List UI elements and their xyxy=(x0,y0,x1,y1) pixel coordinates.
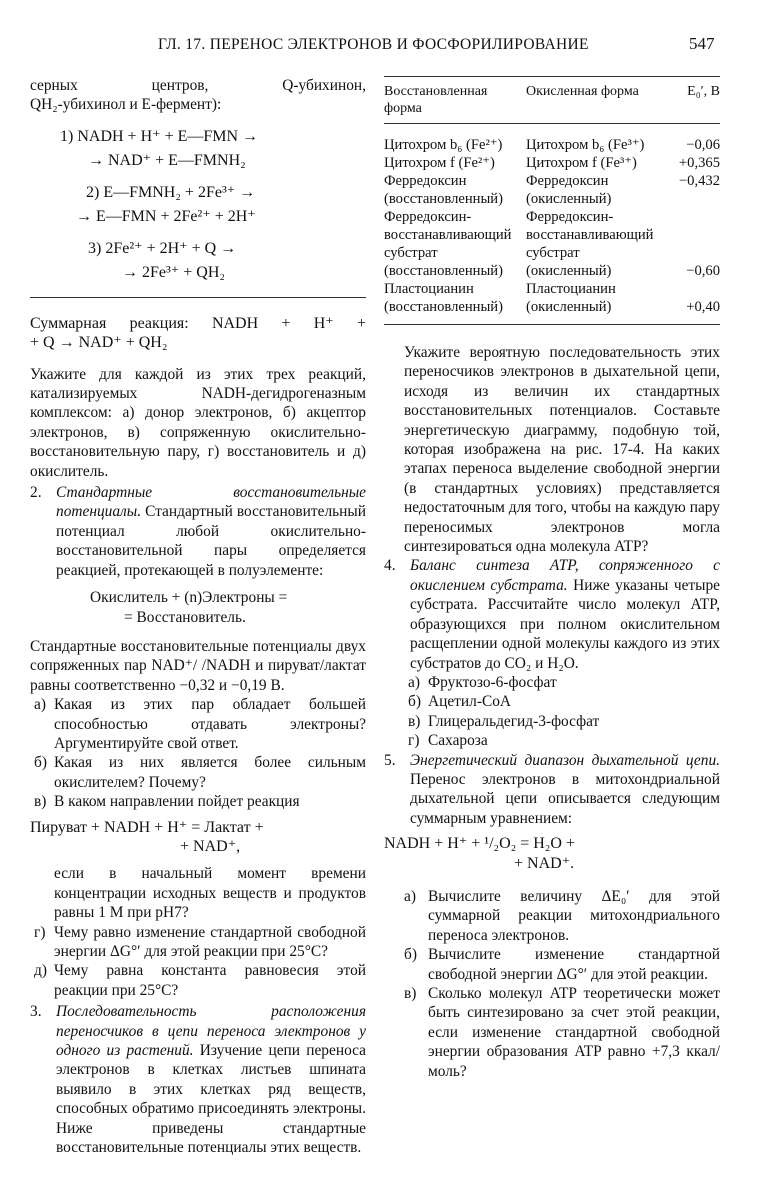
problem-3 xyxy=(30,1002,366,1157)
table-cell-e: −0,60 xyxy=(686,263,720,279)
table-cell-reduced: Цитохром b₆ (Fe²⁺) xyxy=(384,137,503,153)
summary-line-2: + Q → NAD⁺ + QH₂ xyxy=(30,334,168,352)
problem-2-e-label: д) xyxy=(34,962,47,980)
table-row xyxy=(384,154,720,172)
intro-line-2: QH₂-убихинол и E-фермент): xyxy=(30,96,222,114)
problem-5-title: Энергетический диапазон дыхательной цепи. xyxy=(410,751,720,769)
reaction-3b: → 2Fe³⁺ + QH₂ xyxy=(122,263,225,281)
problem-2-c-eq-1: Пируват + NADH + H⁺ = Лактат + xyxy=(30,818,264,836)
table-cell-reduced: Пластоцианин (восстановленный) xyxy=(384,281,503,315)
problem-4-c-text: Глицеральдегид-3-фосфат xyxy=(428,712,600,730)
problem-2-e xyxy=(30,961,366,1000)
table-cell-e: +0,40 xyxy=(686,299,720,315)
problem-5-a-text: Вычислите величину ΔE₀′ для этой суммарной реакции митохондриального переноса электронов. xyxy=(428,887,720,944)
problem-4 xyxy=(384,556,720,672)
table-cell-reduced: Ферредоксин-восстанавливающий субстрат (восстановленный) xyxy=(384,209,512,279)
problem-4-b xyxy=(384,692,720,711)
problem-2-b-label: б) xyxy=(34,754,47,772)
problem-2-b xyxy=(30,753,366,792)
problem-2-a xyxy=(30,695,366,753)
problem-2-title: Стандартные восстановительные потенциалы. xyxy=(56,484,366,521)
table-cell-reduced: Цитохром f (Fe²⁺) xyxy=(384,155,495,171)
problem-4-number: 4. xyxy=(384,557,396,575)
problem-2-d-text: Чему равно изменение стандартной свободной энергии ΔG°′ для этой реакции при 25°C? xyxy=(54,923,366,960)
problem-4-text: Ниже указаны четыре субстрата. Рассчитайте число молекул ATP, образующихся при полном окислительном расщеплении одной молекулы каждого из этих субстратов до CO₂ и H₂O. xyxy=(410,576,720,672)
reaction-2b: → E—FMN + 2Fe²⁺ + 2H⁺ xyxy=(76,207,256,225)
problem-4-d-label: г) xyxy=(408,732,420,750)
problem-2-text-2: Стандартные восстановительные потенциалы двух сопряженных пар NAD⁺/ /NADH и пируват/лактат равны соответственно −0,32 и −0,19 В. xyxy=(30,637,366,694)
problem-5-number: 5. xyxy=(384,751,396,769)
problem-5-b xyxy=(384,945,720,984)
problem-2-c-cont: если в начальный момент времени концентрации исходных веществ и продуктов равны 1 М при pH7? xyxy=(54,865,366,922)
problem-4-d-text: Сахароза xyxy=(428,732,488,750)
problem-4-d xyxy=(384,731,720,750)
divider xyxy=(30,297,366,298)
table-cell-e: −0,06 xyxy=(686,137,720,153)
problem-5-b-label: б) xyxy=(404,946,417,964)
reaction-2a: 2) E—FMNH₂ + 2Fe³⁺ → xyxy=(86,183,256,201)
reaction-1b: → NAD⁺ + E—FMNH₂ xyxy=(88,151,246,169)
page-number: 547 xyxy=(689,34,715,53)
problem-2-eq-1: Окислитель + (n)Электроны = xyxy=(90,589,288,607)
problem-4-c xyxy=(384,712,720,731)
table-header-oxidized: Окисленная форма xyxy=(526,84,639,99)
table-row xyxy=(384,136,720,154)
problem-2-c xyxy=(30,792,366,811)
problem-3-title: Последовательность расположения переносчиков в цепи переноса электронов у одного из растений. xyxy=(56,1003,366,1060)
problem-2-e-text: Чему равна константа равновесия этой реакции при 25°C? xyxy=(54,962,366,999)
task-1-text: Укажите для каждой из этих трех реакций, катализируемых NADH-дегидрогеназным комплексом: а) донор электронов, б) акцептор электронов, в) сопряженную окислительно-восстановительную пару, г) восстановитель и д) окислитель. xyxy=(30,365,366,480)
problem-5-eq-2: + NAD⁺. xyxy=(514,854,575,872)
problem-4-a xyxy=(384,673,720,692)
page-header xyxy=(0,36,776,58)
table-cell-e: −0,432 xyxy=(678,173,720,189)
problem-2-c-text: В каком направлении пойдет реакция xyxy=(54,793,300,811)
problem-2-text: Стандартный восстановительный потенциал любой окислительно-восстановительной пары определяется реакцией, протекающей в полуэлементе: xyxy=(56,503,366,579)
table-row xyxy=(384,280,720,325)
problem-4-title: Баланс синтеза ATP, сопряженного с окислением субстрата. xyxy=(410,557,720,594)
table-row xyxy=(384,208,720,280)
problem-5-a-label: а) xyxy=(404,887,416,905)
problem-2-eq-2: = Восстановитель. xyxy=(124,608,246,626)
table-row xyxy=(384,172,720,208)
problem-5-c-label: в) xyxy=(404,985,417,1002)
right-column xyxy=(384,76,720,1081)
problem-5-c xyxy=(384,984,720,1081)
problem-2-a-text: Какая из этих пар обладает большей способностью отдавать электроны? Аргументируйте свой ответ. xyxy=(54,696,366,752)
left-column xyxy=(30,76,366,1157)
problem-4-b-text: Ацетил-CoA xyxy=(428,693,512,711)
table-cell-reduced: Ферредоксин (восстановленный) xyxy=(384,173,503,207)
table-cell-oxidized: Ферредоксин (окисленный) xyxy=(526,173,612,207)
potentials-table xyxy=(384,76,720,325)
problem-3-text: Изучение цепи переноса электронов в клетках листьев шпината выявило в этих клетках ряд веществ, способных обратимо присоединять электроны. Ниже приведены стандартные восстановительные потенциалы этих веществ. xyxy=(56,1042,366,1157)
problem-4-a-text: Фруктозо-6-фосфат xyxy=(428,673,557,691)
table-cell-oxidized: Ферредоксин-восстанавливающий субстрат (окисленный) xyxy=(526,209,654,279)
table-cell-e: +0,365 xyxy=(678,155,720,171)
problem-2-b-text: Какая из них является более сильным окислителем? Почему? xyxy=(54,754,366,791)
problem-5-eq-1: NADH + H⁺ + ¹/₂O₂ = H₂O + xyxy=(384,835,575,853)
reaction-3a: 3) 2Fe²⁺ + 2H⁺ + Q → xyxy=(88,239,237,257)
problem-5-c-text: Сколько молекул ATP теоретически может быть синтезировано за счет этой реакции, если изменение стандартной свободной энергии образования ATP равно +7,3 ккал/моль? xyxy=(428,985,720,1080)
problem-2 xyxy=(30,483,366,580)
table-body xyxy=(384,124,720,325)
problem-4-b-label: б) xyxy=(408,693,421,711)
problem-2-c-label: в) xyxy=(34,793,47,811)
table-cell-oxidized: Пластоцианин (окисленный) xyxy=(526,281,616,315)
problem-5 xyxy=(384,751,720,829)
problem-2-a-label: а) xyxy=(34,696,46,714)
summary-line-1: Суммарная реакция: NADH + H⁺ + xyxy=(30,314,366,332)
problem-2-d-label: г) xyxy=(34,923,46,941)
table-header-reduced: Восстановленная форма xyxy=(384,84,488,116)
table-cell-oxidized: Цитохром f (Fe³⁺) xyxy=(526,155,637,171)
intro-line-1: серных центров, Q-убихинон, xyxy=(30,77,366,94)
problem-3-number: 3. xyxy=(30,1003,42,1021)
problem-2-number: 2. xyxy=(30,484,42,502)
problem-5-a xyxy=(384,887,720,945)
table-header-e: E₀′, В xyxy=(687,84,720,99)
chapter-title: ГЛ. 17. ПЕРЕНОС ЭЛЕКТРОНОВ И ФОСФОРИЛИРОВАНИЕ xyxy=(158,36,589,53)
table-cell-oxidized: Цитохром b₆ (Fe³⁺) xyxy=(526,137,645,153)
reaction-1a: 1) NADH + H⁺ + E—FMN → xyxy=(60,127,259,145)
reactions-block xyxy=(30,125,366,285)
problem-5-b-text: Вычислите изменение стандартной свободной энергии ΔG°′ для этой реакции. xyxy=(428,946,720,983)
problem-2-d xyxy=(30,923,366,962)
problem-5-text: Перенос электронов в митохондриальной дыхательной цепи описывается следующим суммарным уравнением: xyxy=(410,770,720,827)
problem-4-a-label: а) xyxy=(408,673,420,691)
problem-2-c-eq-2: + NAD⁺, xyxy=(180,837,241,855)
problem-4-c-label: в) xyxy=(408,712,421,730)
problem-3-continuation: Укажите вероятную последовательность этих переносчиков электронов в дыхательной цепи, исходя из величин их стандартных восстановительных потенциалов. Составьте энергетическую диаграмму, подобную той, которая изображена на рис. 17-4. На каких этапах переноса выделение свободной энергии (в стандартных условиях) представляется недостаточным для того, чтобы на каждую пару переносимых электронов могла синтезироваться одна молекула ATP? xyxy=(404,344,720,556)
